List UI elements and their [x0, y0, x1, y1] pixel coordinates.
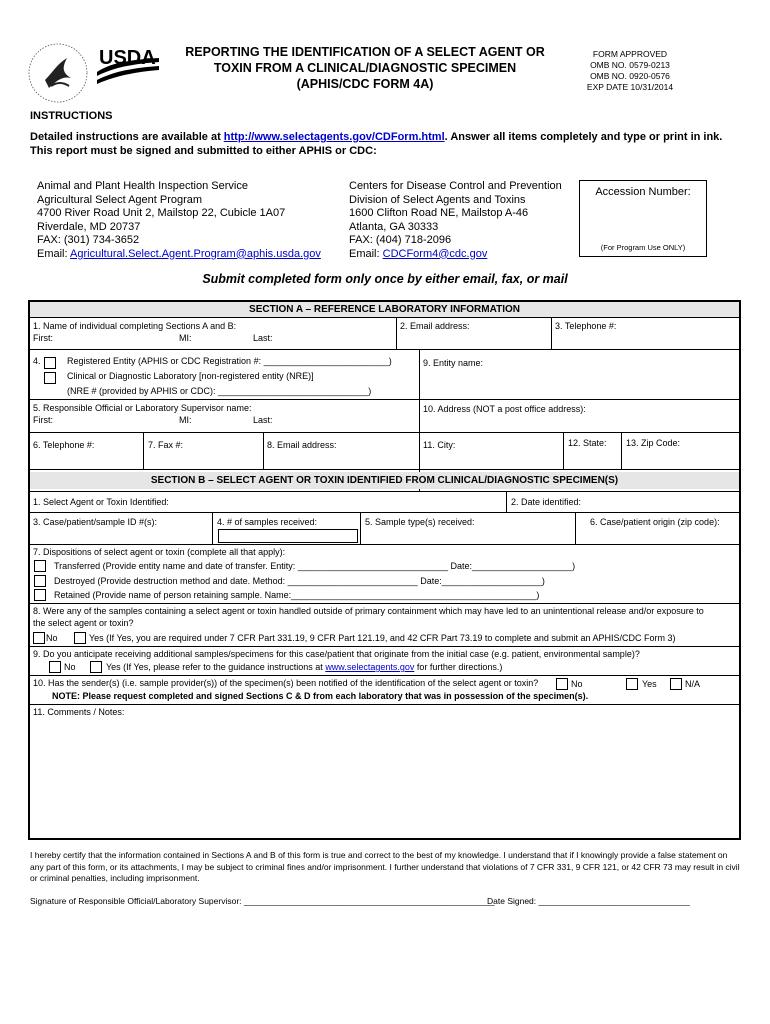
- aphis-email-link[interactable]: Agricultural.Select.Agent.Program@aphis.usda.gov: [70, 247, 321, 260]
- a-f5-label: 5. Responsible Official or Laboratory Supervisor name:: [33, 403, 252, 413]
- b-f7-retained-label: Retained (Provide name of person retaining sample. Name:_________________________________________________): [54, 590, 540, 600]
- b-f9-question: 9. Do you anticipate receiving additional samples/specimens for this case/patient that originate from the initial case (e.g. patient, environmental sample)?: [33, 649, 640, 659]
- submit-note: Submit completed form only once by either email, fax, or mail: [202, 272, 568, 286]
- a-f13-zip[interactable]: 13. Zip Code:: [626, 438, 681, 448]
- b-f11-comments[interactable]: 11. Comments / Notes:: [33, 707, 125, 717]
- b-f10-no-label: No: [571, 679, 583, 689]
- b-f10-no-checkbox[interactable]: [556, 678, 568, 690]
- cdform-link[interactable]: http://www.selectagents.gov/CDForm.html: [223, 131, 445, 143]
- certification-text: I hereby certify that the information contained in Sections A and B of this form is true and correct to the best of my knowledge. I understand that if I knowingly provide a false statement on any part of this form, or its attachments, I may be subject to criminal fines and/or imprisonment. I further understand that violations of 7 CFR 331, 9 CFR 121, or 42 CFR 73 may result in civil or criminal penalties, including imprisonment.: [30, 850, 740, 883]
- accession-note: (For Program Use ONLY): [600, 243, 686, 252]
- b-f3-case-id[interactable]: 3. Case/patient/sample ID #(s):: [33, 517, 158, 527]
- a-f11-city[interactable]: 11. City:: [423, 440, 456, 450]
- a-f5-first[interactable]: First:: [33, 415, 53, 425]
- date-signed-field[interactable]: Date Signed: ________________________________: [487, 896, 690, 906]
- b-f8-question-2: the select agent or toxin?: [33, 618, 134, 628]
- b-f5-sample-type[interactable]: 5. Sample type(s) received:: [365, 517, 475, 527]
- b-f9-no-label: No: [64, 662, 76, 672]
- form-title: REPORTING THE IDENTIFICATION OF A SELECT AGENT OR TOXIN FROM A CLINICAL/DIAGNOSTIC SPECIMEN (APHIS/CDC FORM 4A): [185, 45, 545, 91]
- usda-logo-text: USDA: [99, 47, 156, 69]
- b-f10-na-label: N/A: [685, 679, 701, 689]
- b-f6-origin[interactable]: 6. Case/patient origin (zip code):: [590, 517, 720, 527]
- a-f5-mi[interactable]: MI:: [179, 415, 192, 425]
- b-f8-no-checkbox[interactable]: [33, 632, 45, 644]
- selectagents-link[interactable]: www.selectagents.gov: [325, 662, 415, 672]
- b-f8-no-label: No: [46, 633, 58, 643]
- b-f8-yes-label: Yes (If Yes, you are required under 7 CFR Part 331.19, 9 CFR Part 121.19, and 42 CFR Part 73.19 to complete and submit an APHIS/CDC Form 3): [89, 633, 676, 643]
- b-f9-no-checkbox[interactable]: [49, 661, 61, 673]
- b-f10-yes-label: Yes: [642, 679, 657, 689]
- b-f4-samples: 4. # of samples received:: [217, 517, 318, 527]
- b-f10-question: 10. Has the sender(s) (i.e. sample provider(s)) of the specimen(s) been notified of the identification of the select agent or toxin?: [33, 678, 539, 688]
- instructions-heading: INSTRUCTIONS: [30, 110, 113, 122]
- accession-number-box: [579, 180, 707, 257]
- a-f1-label: 1. Name of individual completing Sections A and B:: [33, 321, 237, 331]
- omb-info: FORM APPROVED OMB NO. 0579-0213 OMB NO. 0920-0576 EXP DATE 10/31/2014: [586, 49, 674, 92]
- form-body: [28, 300, 741, 840]
- hhs-seal-logo: [27, 42, 89, 104]
- a-f1-last[interactable]: Last:: [253, 333, 273, 343]
- a-f12-state[interactable]: 12. State:: [568, 438, 607, 448]
- b-f7-retained-checkbox[interactable]: [34, 589, 46, 601]
- b-f7-destroyed-checkbox[interactable]: [34, 575, 46, 587]
- b-f4-samples-input[interactable]: [218, 529, 358, 543]
- b-f10-note: NOTE: Please request completed and signed Sections C & D from each laboratory that was in possession of the specimen(s).: [52, 691, 589, 701]
- b-f9-yes-checkbox[interactable]: [90, 661, 102, 673]
- a-f1-mi[interactable]: MI:: [179, 333, 192, 343]
- b-f1-agent[interactable]: 1. Select Agent or Toxin Identified:: [33, 497, 169, 507]
- b-f7-transferred-checkbox[interactable]: [34, 560, 46, 572]
- b-f2-date[interactable]: 2. Date identified:: [511, 497, 582, 507]
- a-f6-telephone[interactable]: 6. Telephone #:: [33, 440, 95, 450]
- a-f2-email[interactable]: 2. Email address:: [400, 321, 470, 331]
- a-f4-clinical-checkbox[interactable]: [44, 372, 56, 384]
- section-a-header: SECTION A – REFERENCE LABORATORY INFORMATION: [30, 302, 739, 317]
- b-f7-label: 7. Dispositions of select agent or toxin (complete all that apply):: [33, 547, 286, 557]
- accession-label: Accession Number:: [595, 186, 691, 198]
- a-f4-registered-checkbox[interactable]: [44, 357, 56, 369]
- b-f10-na-checkbox[interactable]: [670, 678, 682, 690]
- section-b-header: SECTION B – SELECT AGENT OR TOXIN IDENTIFIED FROM CLINICAL/DIAGNOSTIC SPECIMEN(S): [30, 472, 739, 489]
- a-f4-num: 4.: [33, 356, 41, 366]
- usda-logo: [95, 44, 161, 90]
- a-f4-registered-label: Registered Entity (APHIS or CDC Registration #: _________________________): [67, 356, 392, 366]
- instructions-text: Detailed instructions are available at http://www.selectagents.gov/CDForm.html. Answer all items completely and type or print in ink. This report must be signed and submitted to either APHIS or CDC:: [30, 131, 723, 157]
- b-f7-destroyed-label: Destroyed (Provide destruction method and date. Method: __________________________ Date:____________________): [54, 576, 545, 586]
- b-f7-transferred-label: Transferred (Provide entity name and date of transfer. Entity: ______________________________ Date:____________________): [54, 561, 576, 571]
- b-f10-yes-checkbox[interactable]: [626, 678, 638, 690]
- a-f4-clinical-label: Clinical or Diagnostic Laboratory [non-registered entity (NRE)]: [67, 371, 314, 381]
- a-f7-fax[interactable]: 7. Fax #:: [148, 440, 184, 450]
- signature-field[interactable]: Signature of Responsible Official/Laboratory Supervisor: _____________________________________________________: [30, 896, 495, 906]
- cdc-address: Centers for Disease Control and Prevention Division of Select Agents and Toxins 1600 Clifton Road NE, Mailstop A-46 Atlanta, GA 30333 FAX: (404) 718-2096 Email: CDCForm4@cdc.gov: [349, 180, 562, 260]
- a-f3-telephone[interactable]: 3. Telephone #:: [555, 321, 617, 331]
- b-f9-yes-label: Yes (If Yes, please refer to the guidance instructions at www.selectagents.gov for further directions.): [106, 662, 503, 672]
- b-f8-yes-checkbox[interactable]: [74, 632, 86, 644]
- a-f10-address[interactable]: 10. Address (NOT a post office address):: [423, 404, 586, 414]
- a-f5-last[interactable]: Last:: [253, 415, 273, 425]
- a-f9-entity-name[interactable]: 9. Entity name:: [423, 358, 484, 368]
- cdc-email-link[interactable]: CDCForm4@cdc.gov: [382, 247, 488, 260]
- aphis-address: Animal and Plant Health Inspection Service Agricultural Select Agent Program 4700 River Road Unit 2, Mailstop 22, Cubicle 1A07 Riverdale, MD 20737 FAX: (301) 734-3652 Email: Agricultural.Select.Agent.Program@aphis.usda.gov: [37, 180, 321, 260]
- a-f8-email[interactable]: 8. Email address:: [267, 440, 337, 450]
- b-f8-question: 8. Were any of the samples containing a select agent or toxin handled outside of primary containment which may have led to an unintentional release and/or exposure to: [33, 606, 704, 616]
- a-f1-first[interactable]: First:: [33, 333, 53, 343]
- a-f4-nre-label: (NRE # (provided by APHIS or CDC): ______________________________): [67, 386, 372, 396]
